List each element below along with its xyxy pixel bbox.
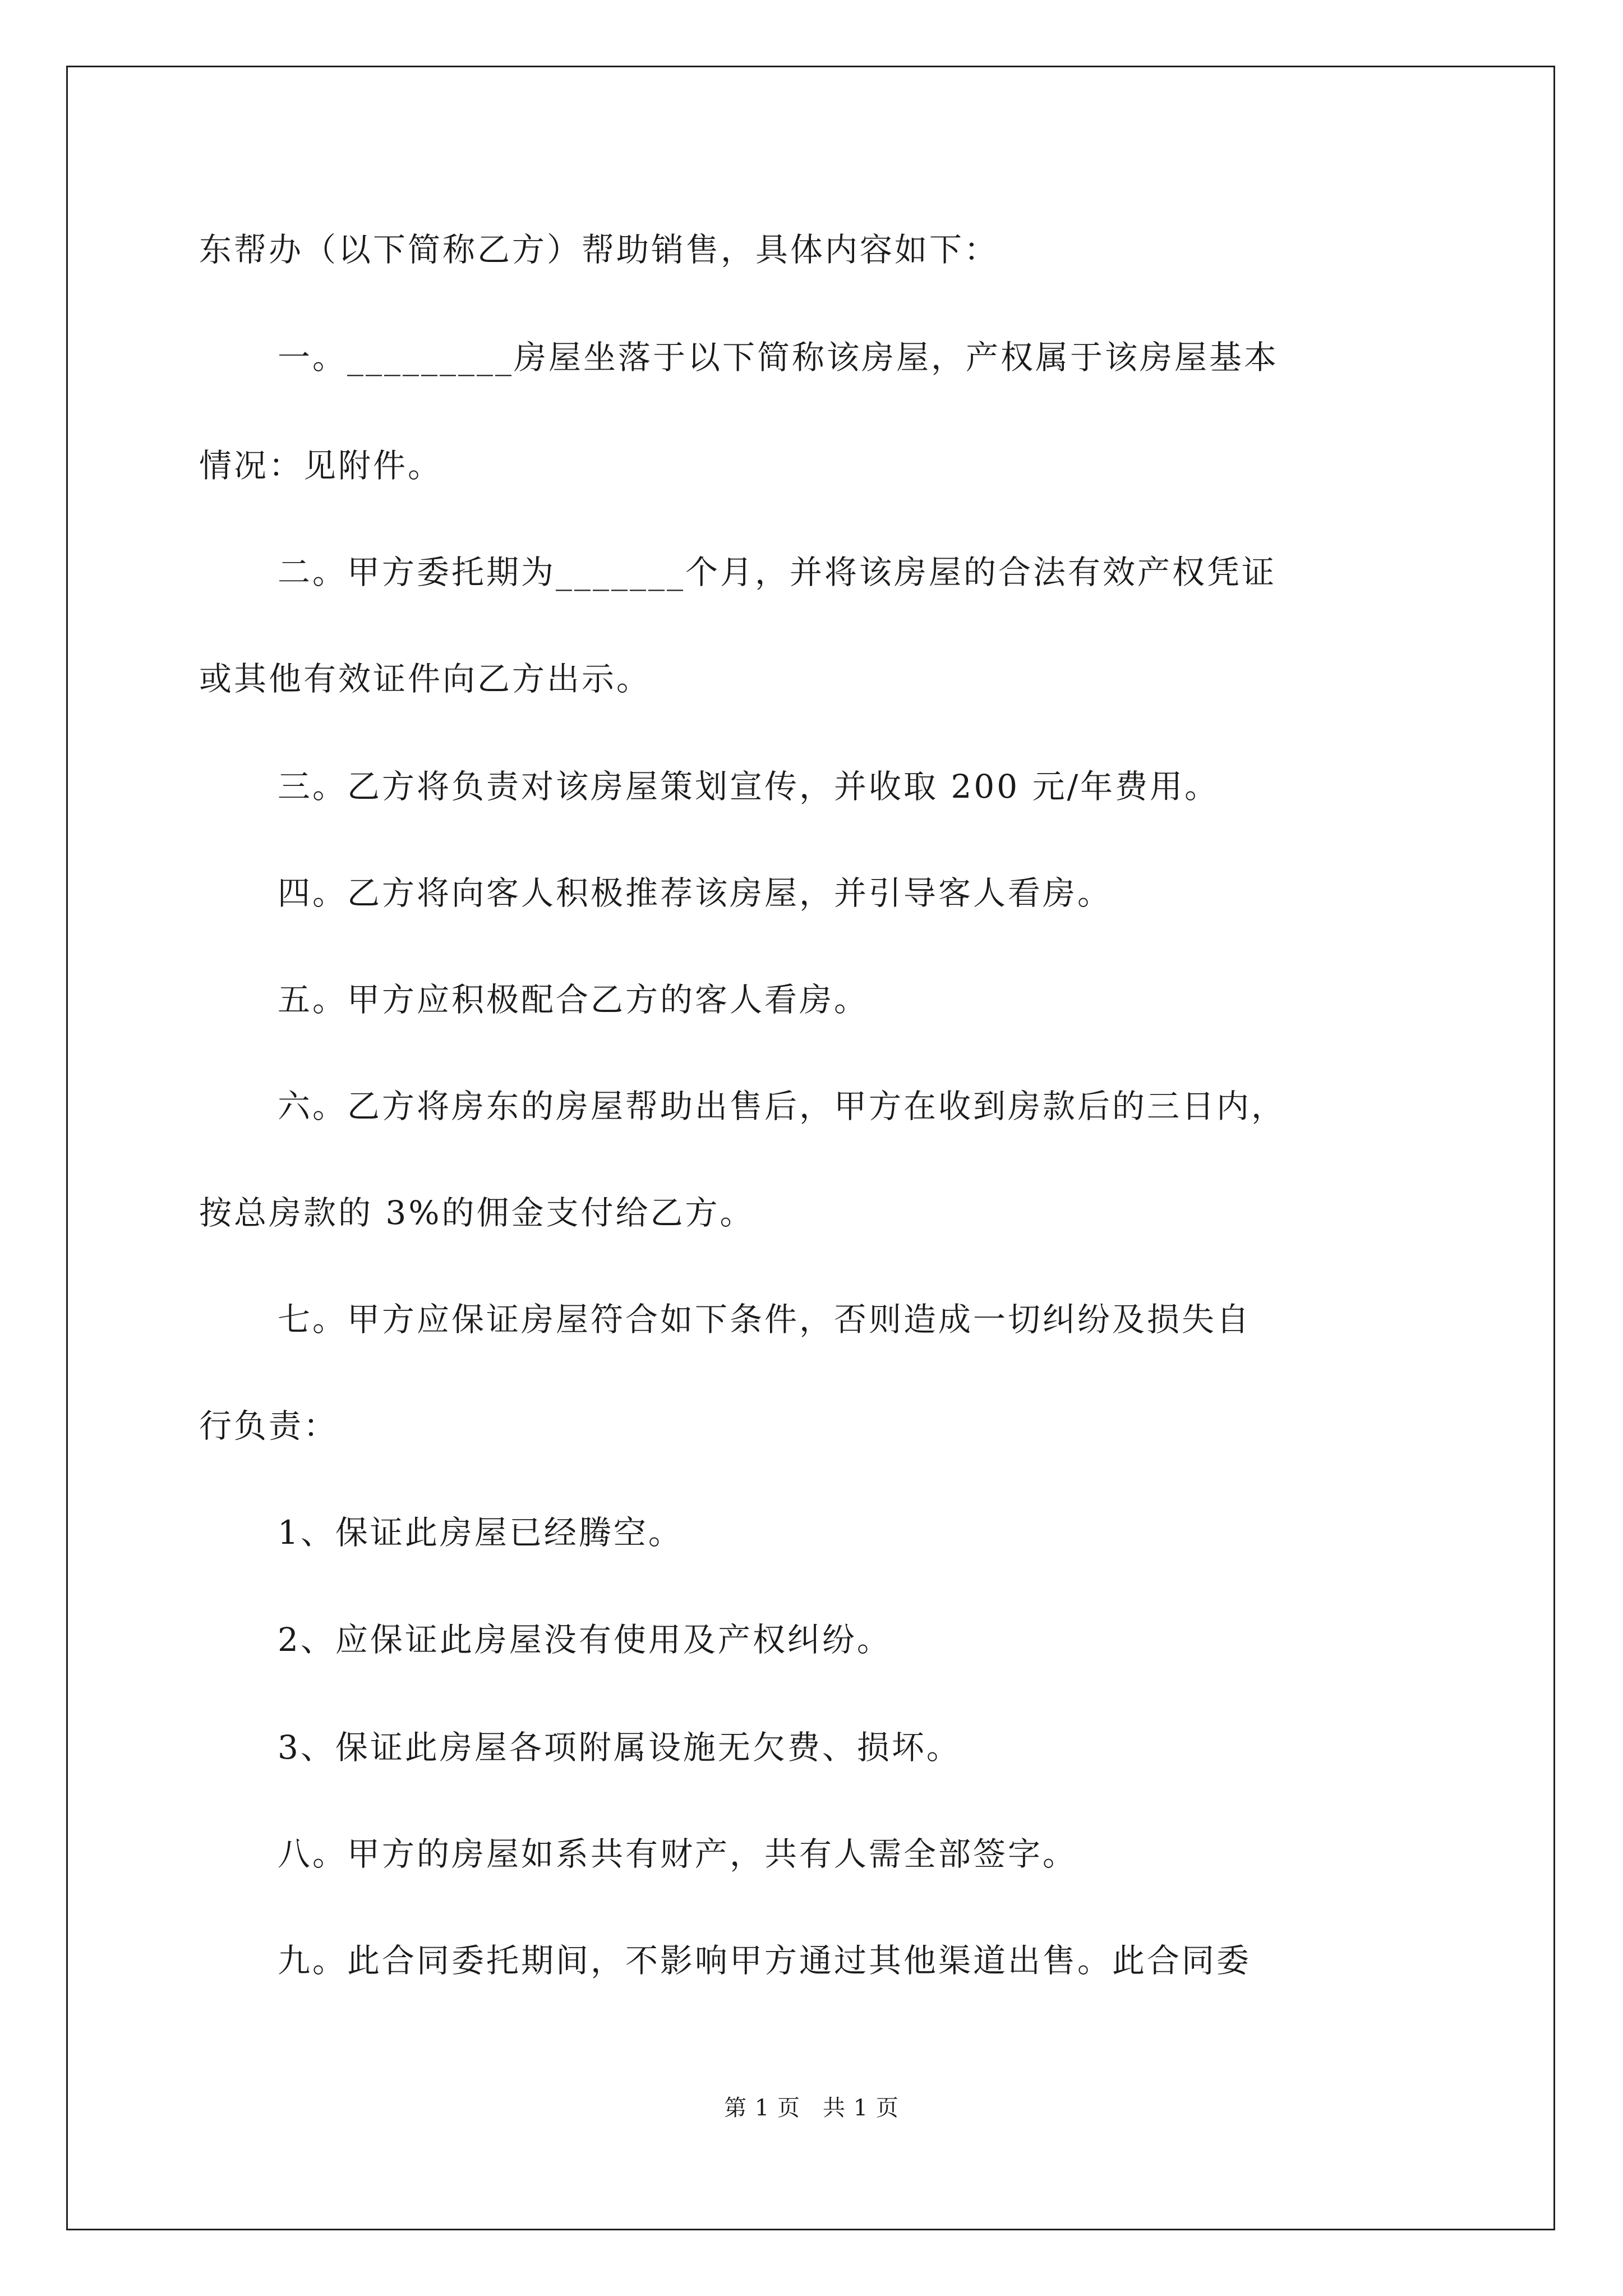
clause-8-line: 八。甲方的房屋如系共有财产，共有人需全部签字。 — [278, 1835, 1078, 1873]
clause-7-line: 七。甲方应保证房屋符合如下条件，否则造成一切纠纷及损失自 — [278, 1300, 1252, 1338]
clause-4-line: 四。乙方将向客人积极推荐该房屋，并引导客人看房。 — [278, 874, 1113, 912]
page-footer — [0, 2094, 1623, 2122]
page-count: 共 1 页 — [823, 2095, 899, 2121]
clause-5-line: 五。甲方应积极配合乙方的客人看房。 — [278, 981, 869, 1019]
page-number: 第 1 页 — [724, 2095, 800, 2121]
clause-6-line: 六。乙方将房东的房屋帮助出售后，甲方在收到房款后的三日内， — [278, 1087, 1287, 1125]
clause-2-continuation: 或其他有效证件向乙方出示。 — [199, 660, 652, 698]
clause-6-continuation: 按总房款的 3%的佣金支付给乙方。 — [199, 1194, 755, 1232]
paragraph-line: 东帮办（以下简称乙方）帮助销售，具体内容如下： — [199, 231, 999, 269]
condition-2-line: 2、应保证此房屋没有使用及产权纠纷。 — [278, 1621, 892, 1659]
clause-1-continuation: 情况：见附件。 — [199, 447, 443, 485]
page-border — [66, 66, 1555, 2230]
clause-7-continuation: 行负责： — [199, 1407, 339, 1445]
clause-2-line: 二。甲方委托期为_______个月，并将该房屋的合法有效产权凭证 — [278, 553, 1277, 591]
condition-1-line: 1、保证此房屋已经腾空。 — [278, 1513, 683, 1552]
clause-9-line: 九。此合同委托期间，不影响甲方通过其他渠道出售。此合同委 — [278, 1941, 1252, 1980]
clause-1-line: 一。_________房屋坐落于以下简称该房屋，产权属于该房屋基本 — [278, 338, 1279, 376]
condition-3-line: 3、保证此房屋各项附属设施无欠费、损坏。 — [278, 1728, 961, 1766]
clause-3-line: 三。乙方将负责对该房屋策划宣传，并收取 200 元/年费用。 — [278, 767, 1220, 806]
